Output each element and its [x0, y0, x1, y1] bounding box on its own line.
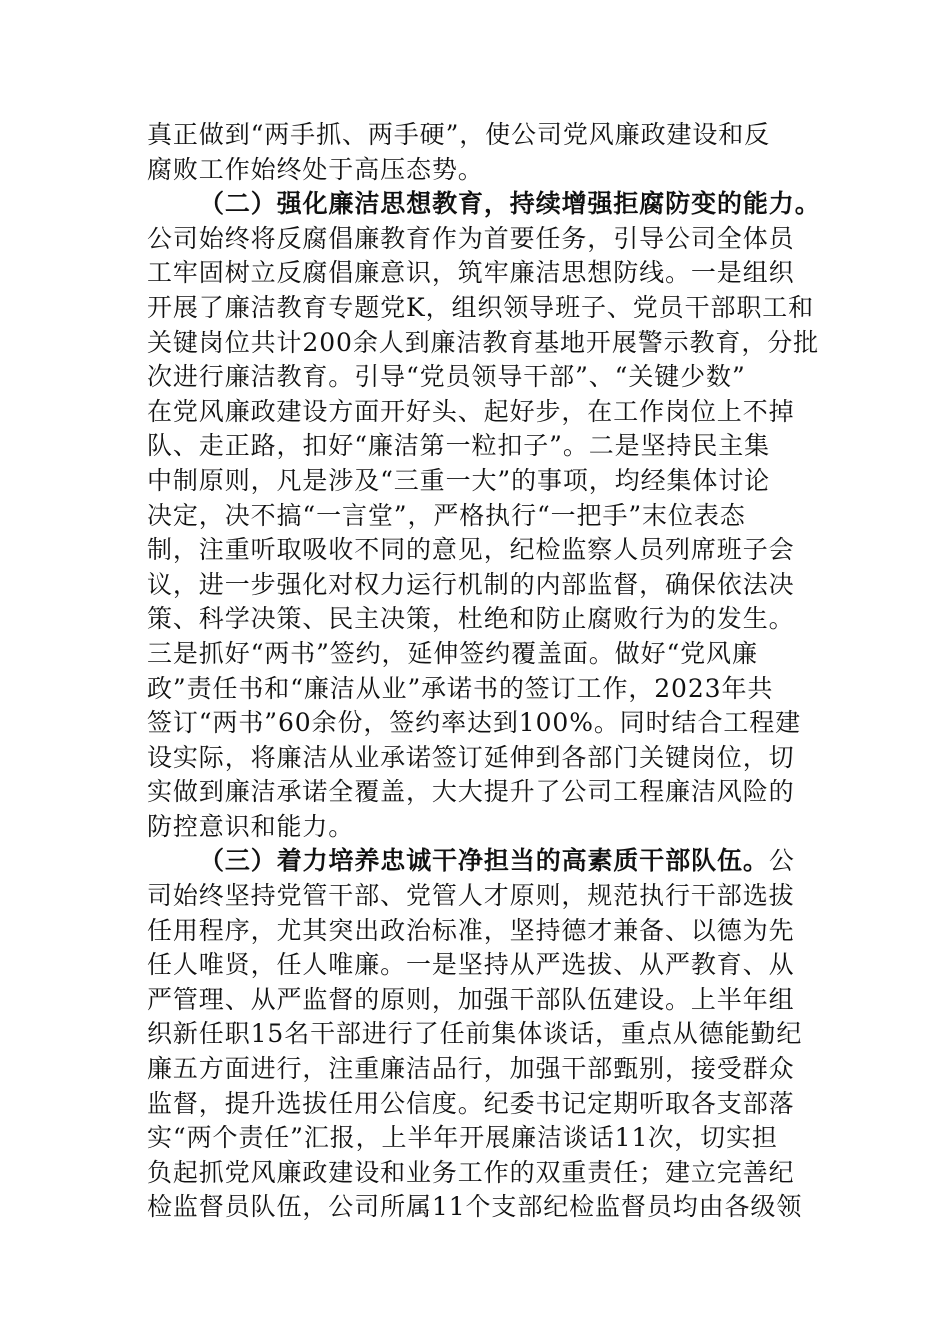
text-line: 真正做到“两手抓、两手硬”，使公司党风廉政建设和反 [147, 120, 771, 149]
text-line: 实做到廉洁承诺全覆盖，大大提升了公司工程廉洁风险的 [147, 777, 795, 807]
heading-continuation: 公 [768, 846, 795, 876]
text-line: 关键岗位共计200余人到廉洁教育基地开展警示教育，分批 [147, 327, 820, 357]
text-line: 签订“两书”60余份，签约率达到100%。同时结合工程建 [147, 708, 802, 738]
text-line: 织新任职15名干部进行了任前集体谈话，重点从德能勤纪 [147, 1019, 803, 1049]
body-text [147, 118, 821, 1225]
text-line: 工牢固树立反腐倡廉意识，筑牢廉洁思想防线。一是组织 [147, 258, 795, 288]
text-line: 队、走正路，扣好“廉洁第一粒扣子”。二是坚持民主集 [147, 431, 771, 461]
text-line: 次进行廉洁教育。引导“党员领导干部”、“关键少数” [147, 362, 746, 392]
text-line: 腐败工作始终处于高压态势。 [147, 154, 484, 184]
text-line: 司始终坚持党管干部、党管人才原则，规范执行干部选拔 [147, 881, 795, 911]
text-line: 任人唯贤，任人唯廉。一是坚持从严选拔、从严教育、从 [147, 950, 795, 980]
text-line: 设实际，将廉洁从业承诺签订延伸到各部门关键岗位，切 [147, 742, 795, 772]
text-line: 三是抓好“两书”签约，延伸签约覆盖面。做好“党风廉 [147, 638, 758, 668]
text-line: 决定，决不搞“一言堂”，严格执行“一把手”末位表态 [147, 500, 746, 530]
section-heading: （二）强化廉洁思想教育，持续增强拒腐防变的能力。 [199, 189, 821, 219]
section-heading-line [147, 187, 821, 222]
text-line: 策、科学决策、民主决策，杜绝和防止腐败行为的发生。 [147, 604, 795, 634]
text-line: 在党风廉政建设方面开好头、起好步，在工作岗位上不掉 [147, 396, 795, 426]
text-line: 实“两个责任”汇报，上半年开展廉洁谈话11次，切实担 [147, 1123, 778, 1153]
text-line: 严管理、从严监督的原则，加强干部队伍建设。上半年组 [147, 984, 795, 1014]
text-line: 政”责任书和“廉洁从业”承诺书的签订工作，2023年共 [147, 673, 774, 703]
text-line: 开展了廉洁教育专题党K，组织领导班子、党员干部职工和 [147, 292, 815, 322]
section-heading-line [147, 844, 817, 879]
text-line: 任用程序，尤其突出政治标准，坚持德才兼备、以德为先 [147, 915, 795, 945]
text-line: 监督，提升选拔任用公信度。纪委书记定期听取各支部落 [147, 1088, 795, 1118]
text-line: 中制原则，凡是涉及“三重一大”的事项，均经集体讨论 [147, 465, 771, 495]
text-line: 负起抓党风廉政建设和业务工作的双重责任；建立完善纪 [147, 1157, 795, 1187]
section-heading: （三）着力培养忠诚干净担当的高素质干部队伍。 [199, 846, 769, 876]
text-line: 制，注重听取吸收不同的意见，纪检监察人员列席班子会 [147, 535, 795, 565]
text-line: 廉五方面进行，注重廉洁品行，加强干部甄别，接受群众 [147, 1054, 795, 1084]
text-line: 检监督员队伍，公司所属11个支部纪检监督员均由各级领 [147, 1192, 803, 1222]
text-line: 防控意识和能力。 [147, 811, 355, 841]
text-line: 公司始终将反腐倡廉教育作为首要任务，引导公司全体员 [147, 223, 795, 253]
text-line: 议，进一步强化对权力运行机制的内部监督，确保依法决 [147, 569, 795, 599]
